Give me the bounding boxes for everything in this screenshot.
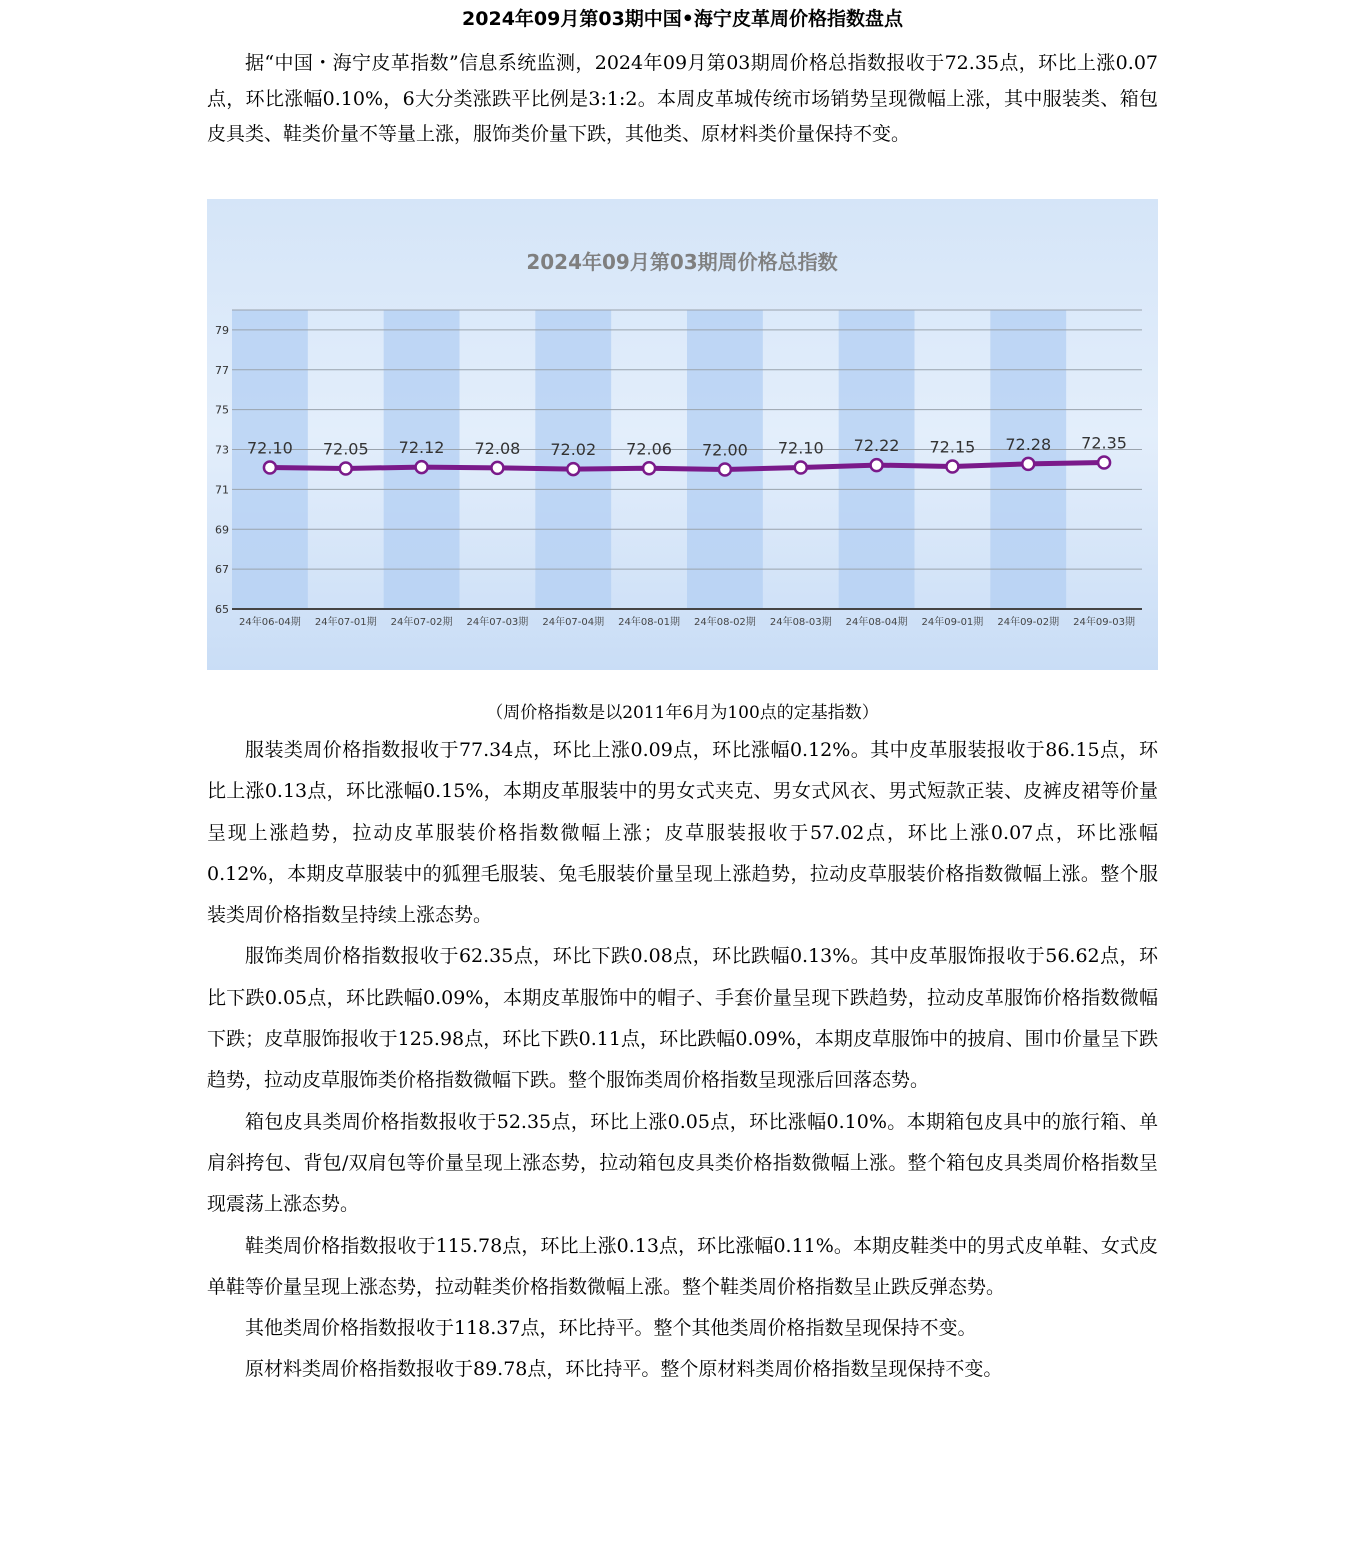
intro-paragraph: 据“中国・海宁皮革指数”信息系统监测，2024年09月第03期周价格总指数报收于72.35点，环比上涨0.07点，环比涨幅0.10%，6大分类涨跌平比例是3:1:2。本周皮革城传统市场销势呈现微幅上涨，其中服装类、箱包皮具类、鞋类价量不等量上涨，服饰类价量下跌，其他类、原材料类价量保持不变。: [207, 52, 1158, 146]
x-tick-label: 24年07-02期: [390, 617, 453, 628]
data-point: [567, 463, 579, 475]
x-tick-label: 24年07-03期: [466, 617, 529, 628]
y-tick-label: 65: [215, 603, 229, 616]
data-label: 72.06: [626, 439, 672, 459]
price-index-chart: [207, 199, 1158, 670]
paragraph-clothing: 服装类周价格指数报收于77.34点，环比上涨0.09点，环比涨幅0.12%。其中皮革服装报收于86.15点，环比上涨0.13点，环比涨幅0.15%，本期皮革服装中的男女式夹克、男女式风衣、男式短款正装、皮裤皮裙等价量呈现上涨趋势，拉动皮革服装价格指数微幅上涨；皮草服装报收于57.02点，环比上涨0.07点，环比涨幅0.12%，本期皮草服装中的狐狸毛服装、兔毛服装价量呈现上涨趋势，拉动皮草服装价格指数微幅上涨。整个服装类周价格指数呈持续上涨态势。: [207, 739, 1158, 927]
x-tick-label: 24年08-03期: [769, 617, 832, 628]
chart-caption: （周价格指数是以2011年6月为100点的定基指数）: [486, 703, 879, 723]
y-tick-label: 73: [215, 443, 229, 457]
y-tick-label: 69: [215, 523, 229, 537]
y-tick-label: 67: [215, 563, 229, 577]
data-point: [416, 461, 428, 473]
column-band: [687, 310, 763, 609]
y-tick-label: 75: [215, 403, 229, 417]
data-label: 72.10: [777, 438, 824, 458]
data-label: 72.10: [247, 438, 293, 458]
paragraph-bags: 箱包皮具类周价格指数报收于52.35点，环比上涨0.05点，环比涨幅0.10%。本期箱包皮具中的旅行箱、单肩斜挎包、背包/双肩包等价量呈现上涨态势，拉动箱包皮具类价格指数微幅上涨。整个箱包皮具类周价格指数呈现震荡上涨态势。: [207, 1110, 1158, 1216]
data-label: 72.12: [398, 438, 445, 458]
data-point: [795, 461, 807, 473]
data-label: 72.00: [702, 440, 748, 460]
x-tick-label: 24年09-02期: [997, 617, 1060, 628]
data-point: [946, 460, 958, 472]
data-point: [340, 462, 352, 474]
data-point: [643, 462, 655, 474]
paragraph-accessories: 服饰类周价格指数报收于62.35点，环比下跌0.08点，环比跌幅0.13%。其中皮革服饰报收于56.62点，环比下跌0.05点，环比跌幅0.09%，本期皮革服饰中的帽子、手套价量呈现下跌趋势，拉动皮革服饰价格指数微幅下跌；皮草服饰报收于125.98点，环比下跌0.11点，环比跌幅0.09%，本期皮草服饰中的披肩、围巾价量呈下跌趋势，拉动皮草服饰类价格指数微幅下跌。整个服饰类周价格指数呈现涨后回落态势。: [207, 945, 1158, 1092]
data-label: 72.22: [853, 436, 900, 456]
data-point: [719, 463, 731, 475]
column-band: [232, 310, 308, 609]
data-point: [871, 459, 883, 471]
paragraph-shoes: 鞋类周价格指数报收于115.78点，环比上涨0.13点，环比涨幅0.11%。本期皮鞋类中的男式皮单鞋、女式皮单鞋等价量呈现上涨态势，拉动鞋类价格指数微幅上涨。整个鞋类周价格指数呈止跌反弹态势。: [207, 1234, 1158, 1298]
x-tick-label: 24年08-04期: [845, 617, 908, 628]
data-label: 72.08: [474, 438, 521, 458]
data-point: [491, 462, 503, 474]
data-label: 72.02: [550, 440, 597, 460]
data-label: 72.35: [1081, 433, 1127, 453]
x-tick-label: 24年08-02期: [694, 617, 756, 628]
y-tick-label: 77: [215, 363, 229, 377]
column-band: [384, 310, 460, 609]
data-label: 72.28: [1005, 434, 1052, 454]
y-tick-label: 71: [215, 483, 229, 497]
page-title: 2024年09月第03期中国•海宁皮革周价格指数盘点: [462, 8, 903, 30]
y-tick-label: 79: [215, 323, 229, 337]
x-tick-label: 24年08-01期: [618, 617, 680, 628]
chart-title: 2024年09月第03期周价格总指数: [526, 250, 838, 274]
x-tick-label: 24年06-04期: [239, 617, 301, 628]
paragraph-others: 其他类周价格指数报收于118.37点，环比持平。整个其他类周价格指数呈现保持不变。: [245, 1317, 977, 1340]
data-label: 72.05: [322, 439, 369, 459]
column-band: [535, 310, 611, 609]
paragraph-raw-materials: 原材料类周价格指数报收于89.78点，环比持平。整个原材料类周价格指数呈现保持不变。: [245, 1358, 1003, 1381]
x-tick-label: 24年07-04期: [542, 617, 605, 628]
data-point: [1022, 458, 1034, 470]
x-tick-label: 24年09-01期: [921, 617, 984, 628]
x-tick-label: 24年07-01期: [314, 617, 377, 628]
x-tick-label: 24年09-03期: [1073, 617, 1135, 628]
data-label: 72.15: [929, 437, 976, 457]
data-point: [264, 461, 276, 473]
chart-svg: [207, 199, 1158, 670]
data-point: [1098, 456, 1110, 468]
body-text: [207, 730, 1158, 1391]
